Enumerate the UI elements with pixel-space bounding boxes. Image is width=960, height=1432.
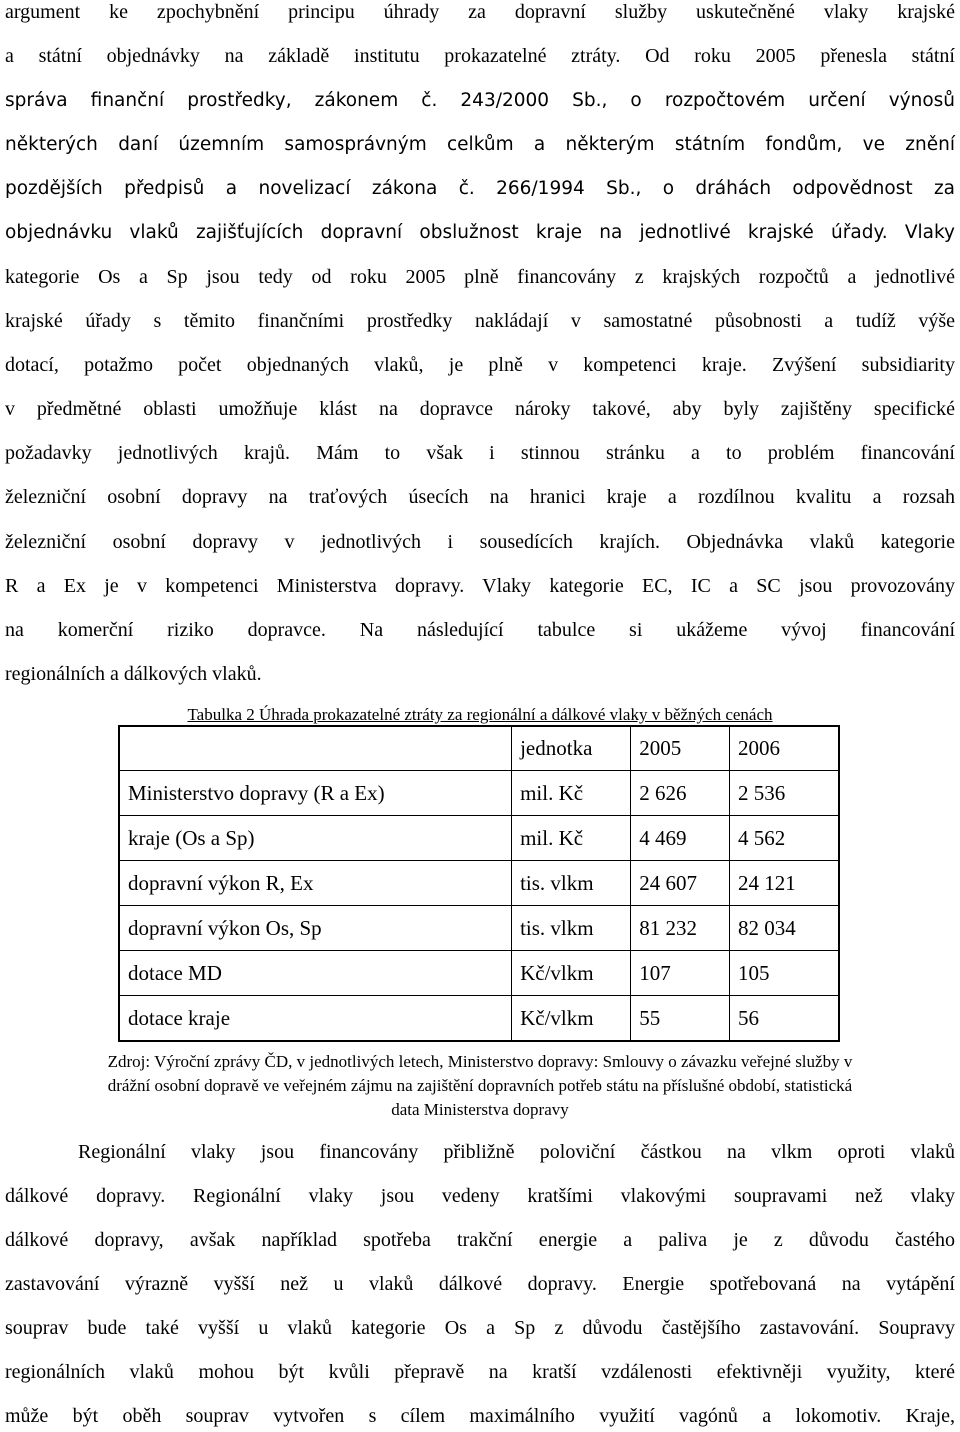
table-cell: Kč/vlkm [512,951,631,996]
text-line: souprav bude také vyšší u vlaků kategorie Os a Sp z důvodu častějšího zastavování. Soupravy [5,1317,955,1339]
financing-table [118,725,840,1042]
table-row [119,861,839,906]
table-cell: mil. Kč [512,816,631,861]
table-cell: 24 607 [631,861,730,906]
text-line: Regionální vlaky jsou financovány přibližně poloviční částkou na vlkm oproti vlaků [78,1141,955,1163]
table-cell: dopravní výkon Os, Sp [119,906,512,951]
text-line: správa finanční prostředky, zákonem č. 243/2000 Sb., o rozpočtovém určení výnosů [5,90,955,111]
source-line: data Ministerstva dopravy [391,1100,569,1119]
table-cell: mil. Kč [512,771,631,816]
text-line: některých daní územním samosprávným celkům a některým státním fondům, ve znění [5,134,955,155]
table-cell: 2 536 [730,771,840,816]
source-line: Zdroj: Výroční zprávy ČD, v jednotlivých letech, Ministerstvo dopravy: Smlouvy o závazku veřejné služby v [107,1052,853,1071]
text-line: na komerční riziko dopravce. Na následující tabulce si ukážeme vývoj financování [5,619,955,641]
text-line: kategorie Os a Sp jsou tedy od roku 2005 plně financovány z krajských rozpočtů a jednotlivé [5,266,955,288]
text-line: zastavování výrazně vyšší než u vlaků dálkové dopravy. Energie spotřebovaná na vytápění [5,1273,955,1295]
text-line: dálkové dopravy, avšak například spotřeba trakční energie a paliva je z důvodu častého [5,1229,955,1251]
table-cell: kraje (Os a Sp) [119,816,512,861]
table-cell: 55 [631,996,730,1042]
header-cell: jednotka [512,726,631,771]
text-line: dotací, potažmo počet objednaných vlaků, je plně v kompetenci kraje. Zvýšení subsidiarity [5,354,955,376]
table-cell: 81 232 [631,906,730,951]
text-line: objednávku vlaků zajišťujících dopravní obslužnost kraje na jednotlivé krajské úřady. Vlaky [5,222,955,243]
text-line: R a Ex je v kompetenci Ministerstva dopravy. Vlaky kategorie EC, IC a SC jsou provozovány [5,575,955,597]
table-cell: Kč/vlkm [512,996,631,1042]
table-cell: 4 469 [631,816,730,861]
table-cell: 24 121 [730,861,840,906]
table-caption: Tabulka 2 Úhrada prokazatelné ztráty za regionální a dálkové vlaky v běžných cenách [187,705,773,724]
text-line: dálkové dopravy. Regionální vlaky jsou vedeny kratšími vlakovými soupravami než vlaky [5,1185,955,1207]
table-row [119,816,839,861]
table-row [119,771,839,816]
table-cell: dotace kraje [119,996,512,1042]
table-cell: 4 562 [730,816,840,861]
text-line: regionálních vlaků mohou být kvůli přepravě na kratší vzdálenosti efektivněji využity, které [5,1361,955,1383]
table-cell: tis. vlkm [512,861,631,906]
text-line: v předmětné oblasti umožňuje klást na dopravce nároky takové, aby byly zajištěny specifické [5,398,955,420]
text-line: krajské úřady s těmito finančními prostředky nakládají v samostatné působnosti a tudíž výše [5,310,955,332]
table-cell: 105 [730,951,840,996]
text-line: železniční osobní dopravy v jednotlivých i sousedících krajích. Objednávka vlaků kategorie [5,531,955,553]
table-cell: tis. vlkm [512,906,631,951]
text-line: může být oběh souprav vytvořen s cílem maximálního využití vagónů a lokomotiv. Kraje, [5,1405,955,1427]
text-line: regionálních a dálkových vlaků. [5,663,262,685]
table-cell: 82 034 [730,906,840,951]
header-cell: 2005 [631,726,730,771]
table-cell: dopravní výkon R, Ex [119,861,512,906]
table-header-row [119,726,839,771]
table-cell: 107 [631,951,730,996]
table-cell: Ministerstvo dopravy (R a Ex) [119,771,512,816]
text-line: argument ke zpochybnění principu úhrady za dopravní služby uskutečněné vlaky krajské [5,1,955,23]
text-line: požadavky jednotlivých krajů. Mám to však i stinnou stránku a to problém financování [5,442,955,464]
table-row [119,996,839,1042]
table-row [119,951,839,996]
header-cell: 2006 [730,726,840,771]
text-line: a státní objednávky na základě institutu prokazatelné ztráty. Od roku 2005 přenesla státní [5,45,955,67]
table-cell: 2 626 [631,771,730,816]
source-line: drážní osobní dopravě ve veřejném zájmu na zajištění dopravních potřeb státu na příslušné období, statistická [107,1076,853,1095]
table-cell: dotace MD [119,951,512,996]
header-cell [119,726,512,771]
text-line: železniční osobní dopravy na traťových úsecích na hranici kraje a rozdílnou kvalitu a rozsah [5,486,955,508]
table-row [119,906,839,951]
table-cell: 56 [730,996,840,1042]
text-line: pozdějších předpisů a novelizací zákona č. 266/1994 Sb., o dráhách odpovědnost za [5,178,955,199]
